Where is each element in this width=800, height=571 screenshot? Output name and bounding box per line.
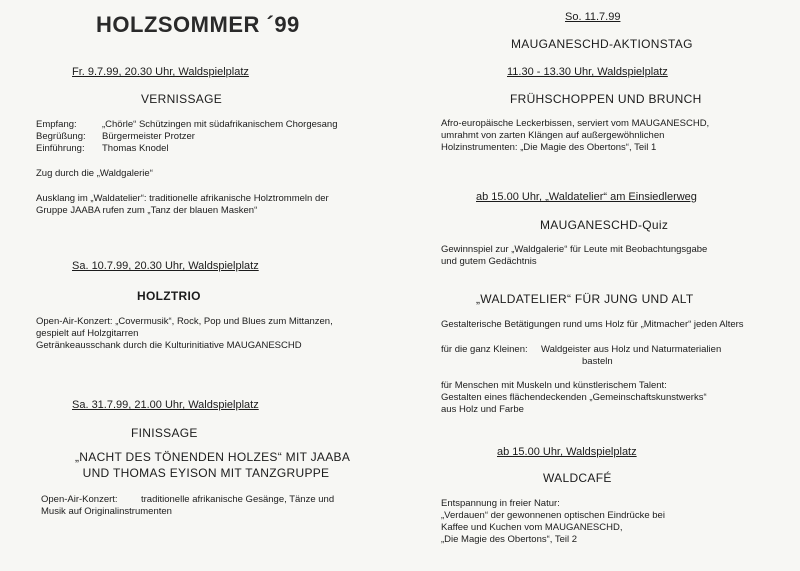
waldcafe-line-3: Kaffee und Kuchen vom MAUGANESCHD, xyxy=(441,522,623,533)
main-title: HOLZSOMMER ´99 xyxy=(96,12,300,37)
waldatelier-heading: „WALDATELIER“ FÜR JUNG UND ALT xyxy=(476,292,694,306)
holztrio-heading: HOLZTRIO xyxy=(137,289,201,303)
quiz-line-1: Gewinnspiel zur „Waldgalerie“ für Leute mit Beobachtungsgabe xyxy=(441,244,708,255)
row-label: Begrüßung: xyxy=(36,131,86,142)
kids-line-1: Waldgeister aus Holz und Naturmaterialien xyxy=(541,344,722,355)
waldatelier-time: ab 15.00 Uhr, „Waldatelier“ am Einsiedlerweg xyxy=(476,191,697,203)
brunch-line-2: umrahmt von zarten Klängen auf außergewöhnlichen xyxy=(441,130,665,141)
aktionstag-date: So. 11.7.99 xyxy=(565,11,621,23)
brunch-line-1: Afro-europäische Leckerbissen, serviert vom MAUGANESCHD, xyxy=(441,118,710,129)
vernissage-row-begruessung xyxy=(36,131,195,144)
waldcafe-line-2: „Verdauen“ der gewonnenen optischen Eindrücke bei xyxy=(441,510,665,521)
vernissage-row-einfuehrung xyxy=(36,143,169,156)
vernissage-ausklang-2: Gruppe JAABA rufen zum „Tanz der blauen Masken“ xyxy=(36,205,258,216)
vernissage-zug: Zug durch die „Waldgalerie“ xyxy=(36,168,153,179)
vernissage-row-empfang xyxy=(36,119,338,132)
brunch-time: 11.30 - 13.30 Uhr, Waldspielplatz xyxy=(507,66,668,78)
adult-line-3: aus Holz und Farbe xyxy=(441,404,524,415)
kids-label: für die ganz Kleinen: xyxy=(441,344,528,355)
adult-line-2: Gestalten eines flächendeckenden „Gemeinschaftskunstwerks“ xyxy=(441,392,707,403)
row-text: Thomas Knodel xyxy=(102,143,169,154)
finissage-heading: FINISSAGE xyxy=(131,426,198,440)
waldcafe-heading: WALDCAFÉ xyxy=(543,471,612,485)
waldcafe-line-4: „Die Magie des Obertons“, Teil 2 xyxy=(441,534,578,545)
holztrio-line-3: Getränkeausschank durch die Kulturinitiative MAUGANESCHD xyxy=(36,340,302,351)
holztrio-line-1: Open-Air-Konzert: „Covermusik“, Rock, Pop und Blues zum Mittanzen, xyxy=(36,316,333,327)
vernissage-heading: VERNISSAGE xyxy=(141,92,223,106)
holztrio-date: Sa. 10.7.99, 20.30 Uhr, Waldspielplatz xyxy=(72,260,259,272)
row-label: Einführung: xyxy=(36,143,85,154)
quiz-line-2: und gutem Gedächtnis xyxy=(441,256,537,267)
brunch-heading: FRÜHSCHOPPEN UND BRUNCH xyxy=(510,92,702,106)
finissage-text-1: traditionelle afrikanische Gesänge, Tänze und xyxy=(141,494,335,505)
adult-line-1: für Menschen mit Muskeln und künstlerischem Talent: xyxy=(441,380,667,391)
row-text: Bürgermeister Protzer xyxy=(102,131,195,142)
finissage-subtitle-1: „NACHT DES TÖNENDEN HOLZES“ MIT JAABA xyxy=(75,450,351,464)
finissage-label: Open-Air-Konzert: xyxy=(41,494,118,505)
kids-line-2: basteln xyxy=(582,356,613,367)
waldatelier-line: Gestalterische Betätigungen rund ums Holz für „Mitmacher“ jeden Alters xyxy=(441,319,744,330)
waldcafe-line-1: Entspannung in freier Natur: xyxy=(441,498,560,509)
holztrio-line-2: gespielt auf Holzgitarren xyxy=(36,328,139,339)
brunch-line-3: Holzinstrumenten: „Die Magie des Obertons“, Teil 1 xyxy=(441,142,657,153)
waldcafe-time: ab 15.00 Uhr, Waldspielplatz xyxy=(497,446,637,458)
finissage-subtitle-2: UND THOMAS EYISON MIT TANZGRUPPE xyxy=(82,466,330,480)
aktionstag-title: MAUGANESCHD-AKTIONSTAG xyxy=(511,37,693,51)
finissage-text-2: Musik auf Originalinstrumenten xyxy=(41,506,172,517)
vernissage-ausklang-1: Ausklang im „Waldatelier“: traditionelle afrikanische Holztrommeln der xyxy=(36,193,329,204)
row-text: „Chörle“ Schützingen mit südafrikanischem Chorgesang xyxy=(102,119,338,130)
vernissage-date: Fr. 9.7.99, 20.30 Uhr, Waldspielplatz xyxy=(72,66,249,78)
quiz-heading: MAUGANESCHD-Quiz xyxy=(540,218,669,232)
finissage-date: Sa. 31.7.99, 21.00 Uhr, Waldspielplatz xyxy=(72,399,259,411)
row-label: Empfang: xyxy=(36,119,77,130)
